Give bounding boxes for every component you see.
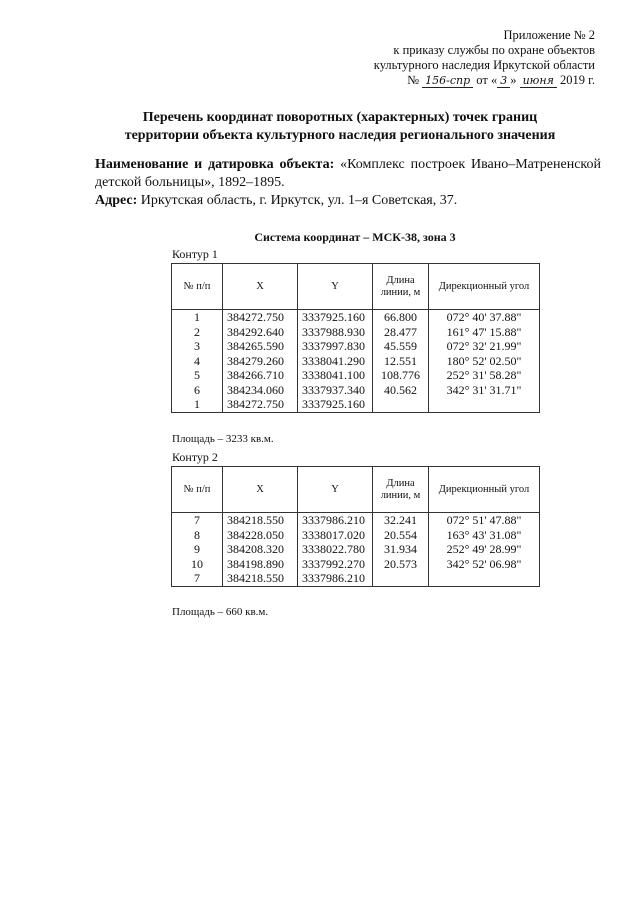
header-x: X xyxy=(223,264,298,310)
point-y: 3338041.290 xyxy=(302,353,365,368)
object-description xyxy=(95,156,601,192)
header-y: Y xyxy=(298,264,373,310)
point-x: 384266.710 xyxy=(227,368,284,382)
segment-length: 28.477 xyxy=(384,324,417,339)
point-y: 3338017.020 xyxy=(302,527,365,542)
segment-angle: 342° 52' 06.98" xyxy=(446,556,522,571)
segment-angle: 163° 43' 31.08" xyxy=(446,527,522,542)
document-title xyxy=(60,109,620,145)
segment-angle: 342° 31' 31.71" xyxy=(446,382,522,397)
segment-angle: 161° 47' 15.88" xyxy=(446,324,522,339)
segment-length: 108.776 xyxy=(381,368,420,382)
point-num: 2 xyxy=(194,324,200,339)
address-line xyxy=(95,192,457,210)
point-num: 7 xyxy=(194,513,200,527)
point-num: 3 xyxy=(194,339,200,353)
point-x: 384228.050 xyxy=(227,527,284,542)
point-x: 384234.060 xyxy=(227,382,284,397)
header-num: № п/п xyxy=(172,467,223,513)
title-line-1: Перечень координат поворотных (характерных) точек границ xyxy=(142,110,538,125)
contour-2-area: Площадь – 660 кв.м. xyxy=(172,606,269,618)
direction-column xyxy=(429,513,540,587)
contour-1-table xyxy=(171,263,540,413)
point-y: 3337925.160 xyxy=(302,397,365,411)
length-column xyxy=(373,310,429,413)
point-x: 384265.590 xyxy=(227,339,284,353)
y-column xyxy=(298,310,373,413)
segment-angle: 072° 40' 37.88" xyxy=(446,310,522,324)
object-text: «Комплекс построек Ивано–Матрененской детской больницы», 1892–1895. xyxy=(95,157,602,190)
header-length: Длина линии, м xyxy=(373,264,429,310)
segment-angle: 072° 32' 21.99" xyxy=(446,339,522,353)
header-length: Длина линии, м xyxy=(373,467,429,513)
point-num: 1 xyxy=(194,310,200,324)
point-y: 3337986.210 xyxy=(302,571,365,585)
point-x: 384198.890 xyxy=(227,556,284,571)
title-line-2: территории объекта культурного наследия регионального значения xyxy=(124,128,556,143)
segment-length: 20.554 xyxy=(384,527,417,542)
point-num: 1 xyxy=(194,397,200,411)
x-column xyxy=(223,513,298,587)
segment-length: 66.800 xyxy=(384,310,417,324)
point-y: 3338022.780 xyxy=(302,542,365,556)
point-num: 9 xyxy=(194,542,200,556)
point-x: 384272.750 xyxy=(227,310,284,324)
appendix-authority-line: культурного наследия Иркутской области xyxy=(373,58,595,72)
segment-length: 12.551 xyxy=(384,353,417,368)
point-y: 3337992.270 xyxy=(302,556,365,571)
header-x: X xyxy=(223,467,298,513)
header-num: № п/п xyxy=(172,264,223,310)
contour-1-label: Контур 1 xyxy=(172,247,218,261)
point-y: 3338041.100 xyxy=(302,368,365,382)
segment-angle: 252° 31' 58.28" xyxy=(446,368,522,382)
appendix-header xyxy=(275,28,595,88)
point-y: 3337986.210 xyxy=(302,513,365,527)
x-column xyxy=(223,310,298,413)
date-year: 2019 г. xyxy=(560,73,595,87)
header-direction: Дирекционный угол xyxy=(429,467,540,513)
address-text: Иркутская область, г. Иркутск, ул. 1–я Советская, 37. xyxy=(140,193,458,208)
contour-1-area: Площадь – 3233 кв.м. xyxy=(172,433,274,445)
point-num: 8 xyxy=(194,527,200,542)
point-y: 3337937.340 xyxy=(302,382,365,397)
order-number-handwritten: 156-спр xyxy=(422,75,473,88)
segment-length: 40.562 xyxy=(384,382,417,397)
direction-column xyxy=(429,310,540,413)
contour-2-label: Контур 2 xyxy=(172,450,218,464)
address-label: Адрес: xyxy=(95,193,138,208)
header-y: Y xyxy=(298,467,373,513)
segment-angle: 252° 49' 28.99" xyxy=(446,542,522,556)
coordinate-system-heading: Система координат – МСК-38, зона 3 xyxy=(254,230,456,244)
date-from-label: от « xyxy=(476,73,498,87)
point-x: 384208.320 xyxy=(227,542,284,556)
segment-length: 45.559 xyxy=(384,339,417,353)
point-y: 3337988.930 xyxy=(302,324,365,339)
length-column xyxy=(373,513,429,587)
date-month-handwritten: июня xyxy=(520,75,557,88)
point-x: 384272.750 xyxy=(227,397,284,411)
num-column xyxy=(172,513,223,587)
point-x: 384292.640 xyxy=(227,324,284,339)
point-x: 384279.260 xyxy=(227,353,284,368)
date-day-handwritten: 3 xyxy=(497,75,510,88)
segment-length: 32.241 xyxy=(384,513,417,527)
segment-length: 31.934 xyxy=(384,542,417,556)
appendix-order-line: к приказу службы по охране объектов xyxy=(393,43,595,57)
y-column xyxy=(298,513,373,587)
point-x: 384218.550 xyxy=(227,571,284,585)
header-direction: Дирекционный угол xyxy=(429,264,540,310)
point-y: 3337997.830 xyxy=(302,339,365,353)
number-sign: № xyxy=(407,73,420,87)
point-num: 6 xyxy=(194,382,200,397)
object-label: Наименование и датировка объекта: xyxy=(95,157,335,172)
point-num: 5 xyxy=(194,368,200,382)
point-y: 3337925.160 xyxy=(302,310,365,324)
point-x: 384218.550 xyxy=(227,513,284,527)
point-num: 7 xyxy=(194,571,200,585)
segment-length: 20.573 xyxy=(384,556,417,571)
contour-2-table xyxy=(171,466,540,587)
segment-angle: 072° 51' 47.88" xyxy=(446,513,522,527)
date-day-close: » xyxy=(510,73,517,87)
segment-angle: 180° 52' 02.50" xyxy=(446,353,522,368)
appendix-number: Приложение № 2 xyxy=(503,28,595,42)
appendix-order-number-line xyxy=(275,73,595,88)
point-num: 10 xyxy=(191,556,203,571)
num-column xyxy=(172,310,223,413)
point-num: 4 xyxy=(194,353,200,368)
